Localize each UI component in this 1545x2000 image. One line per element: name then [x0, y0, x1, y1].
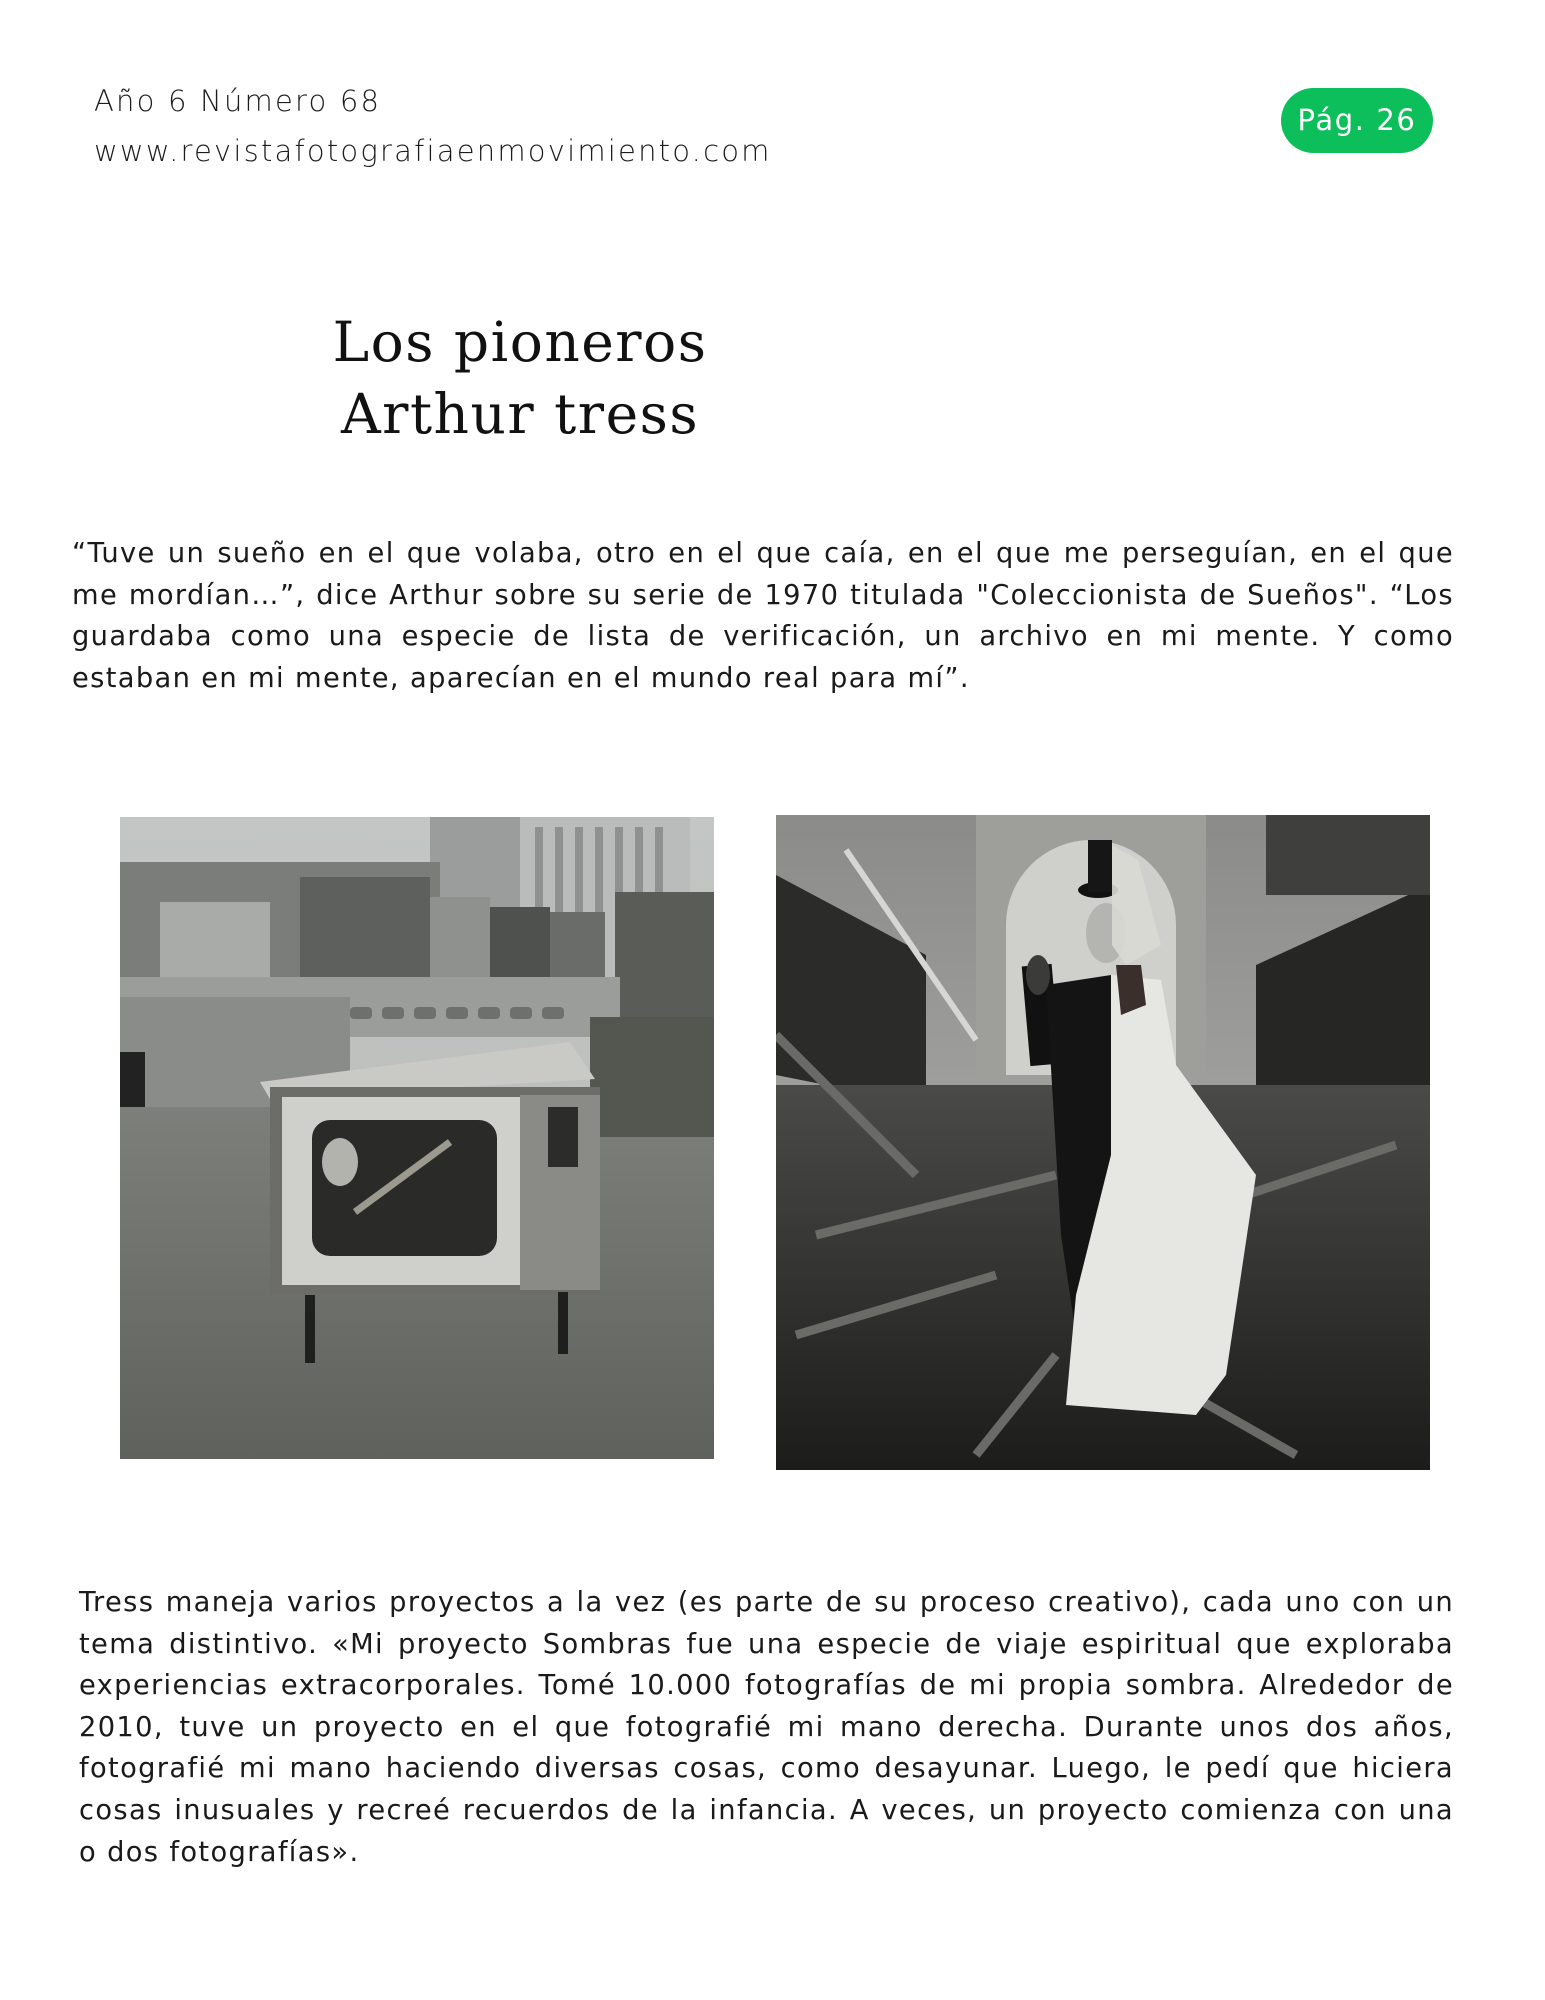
photo-groom-bride-image	[776, 815, 1430, 1470]
body-paragraph: Tress maneja varios proyectos a la vez (es parte de su proceso creativo), cada uno con un tema distintivo. «Mi proyecto Sombras fue una especie de viaje espiritual que exploraba experiencias extracorporales. Tomé 10.000 fotografías de mi propia sombra. Alrededor de 2010, tuve un proyecto en el que fotografié mi mano derecha. Durante unos dos años, fotografié mi mano haciendo diversas cosas, como desayunar. Luego, le pedí que hiciera cosas inusuales y recreé recuerdos de la infancia. A veces, un proyecto comienza con una o dos fotografías».	[79, 1587, 1454, 1868]
article-subtitle: Arthur tress	[340, 382, 700, 446]
photo-tv-child-image	[120, 817, 714, 1459]
article-title: Los pioneros	[332, 310, 708, 374]
issue-number: Año 6 Número 68	[94, 84, 382, 118]
page-number-badge: Pág. 26	[1281, 88, 1433, 153]
intro-paragraph: “Tuve un sueño en el que volaba, otro en el que caía, en el que me perseguían, en el que me mordían…”, dice Arthur sobre su serie de 1970 titulada "Coleccionista de Sueños". “Los guardaba como una especie de lista de verificación, un archivo en mi mente. Y como estaban en mi mente, aparecían en el mundo real para mí”.	[72, 538, 1454, 694]
website-url: www.revistafotografiaenmovimiento.com	[94, 134, 772, 168]
photo-groom-bride	[776, 815, 1430, 1470]
photo-tv-child	[120, 817, 714, 1459]
